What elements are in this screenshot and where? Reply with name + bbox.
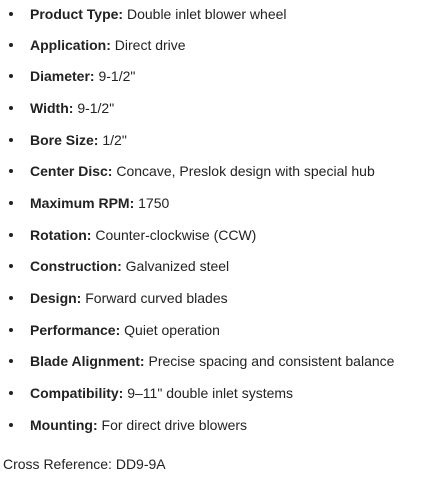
spec-value: Counter-clockwise (CCW)	[95, 227, 257, 243]
bullet-icon	[9, 138, 13, 142]
spec-label: Performance:	[30, 322, 121, 338]
spec-value: For direct drive blowers	[101, 417, 248, 433]
bullet-icon	[9, 43, 13, 47]
spec-value: 9–11" double inlet systems	[127, 385, 294, 401]
spec-text	[30, 65, 135, 87]
spec-text	[30, 319, 220, 341]
spec-text	[30, 287, 228, 309]
spec-item-diameter	[0, 65, 432, 87]
spec-text	[30, 350, 394, 372]
spec-text	[30, 34, 186, 56]
bullet-icon	[9, 12, 13, 16]
spec-label: Maximum RPM:	[30, 195, 135, 211]
spec-value: 1750	[138, 195, 170, 211]
bullet-icon	[9, 169, 13, 173]
spec-item-width	[0, 97, 432, 119]
spec-value: Forward curved blades	[85, 290, 228, 306]
bullet-icon	[9, 391, 13, 395]
spec-item-rotation	[0, 224, 432, 246]
spec-label: Width:	[30, 100, 74, 116]
spec-item-design	[0, 287, 432, 309]
bullet-icon	[9, 296, 13, 300]
spec-item-blade-alignment	[0, 350, 432, 372]
spec-value: Precise spacing and consistent balance	[148, 353, 395, 369]
spec-text	[30, 255, 229, 277]
cross-reference	[3, 453, 166, 475]
bullet-icon	[9, 74, 13, 78]
spec-text	[30, 97, 114, 119]
spec-value: 9-1/2"	[98, 68, 136, 84]
spec-value: Quiet operation	[124, 322, 220, 338]
spec-item-compatibility	[0, 382, 432, 404]
spec-item-center-disc	[0, 160, 432, 182]
spec-item-product-type	[0, 3, 432, 25]
spec-label: Design:	[30, 290, 82, 306]
spec-text	[30, 160, 375, 182]
spec-label: Application:	[30, 37, 111, 53]
bullet-icon	[9, 264, 13, 268]
spec-label: Product Type:	[30, 6, 124, 22]
bullet-icon	[9, 233, 13, 237]
spec-item-maximum-rpm	[0, 192, 432, 214]
spec-label: Compatibility:	[30, 385, 124, 401]
spec-label: Mounting:	[30, 417, 98, 433]
spec-label: Blade Alignment:	[30, 353, 145, 369]
spec-value: Double inlet blower wheel	[126, 6, 287, 22]
spec-text	[30, 129, 127, 151]
bullet-icon	[9, 359, 13, 363]
cross-reference-label: Cross Reference:	[3, 456, 112, 472]
spec-label: Bore Size:	[30, 132, 99, 148]
spec-label: Construction:	[30, 258, 122, 274]
spec-text	[30, 3, 287, 25]
spec-text	[30, 224, 256, 246]
spec-text	[30, 414, 247, 436]
bullet-icon	[9, 328, 13, 332]
spec-item-application	[0, 34, 432, 56]
spec-text	[30, 192, 169, 214]
spec-label: Center Disc:	[30, 163, 113, 179]
bullet-icon	[9, 106, 13, 110]
spec-text	[30, 382, 293, 404]
bullet-icon	[9, 423, 13, 427]
spec-value: 9-1/2"	[77, 100, 115, 116]
spec-label: Rotation:	[30, 227, 92, 243]
spec-value: Direct drive	[114, 37, 186, 53]
spec-value: Concave, Preslok design with special hub	[116, 163, 375, 179]
spec-item-performance	[0, 319, 432, 341]
spec-value: 1/2"	[102, 132, 127, 148]
spec-item-bore-size	[0, 129, 432, 151]
spec-value: Galvanized steel	[125, 258, 230, 274]
cross-reference-value: DD9-9A	[115, 456, 166, 472]
spec-item-mounting	[0, 414, 432, 436]
bullet-icon	[9, 201, 13, 205]
spec-item-construction	[0, 255, 432, 277]
spec-label: Diameter:	[30, 68, 95, 84]
